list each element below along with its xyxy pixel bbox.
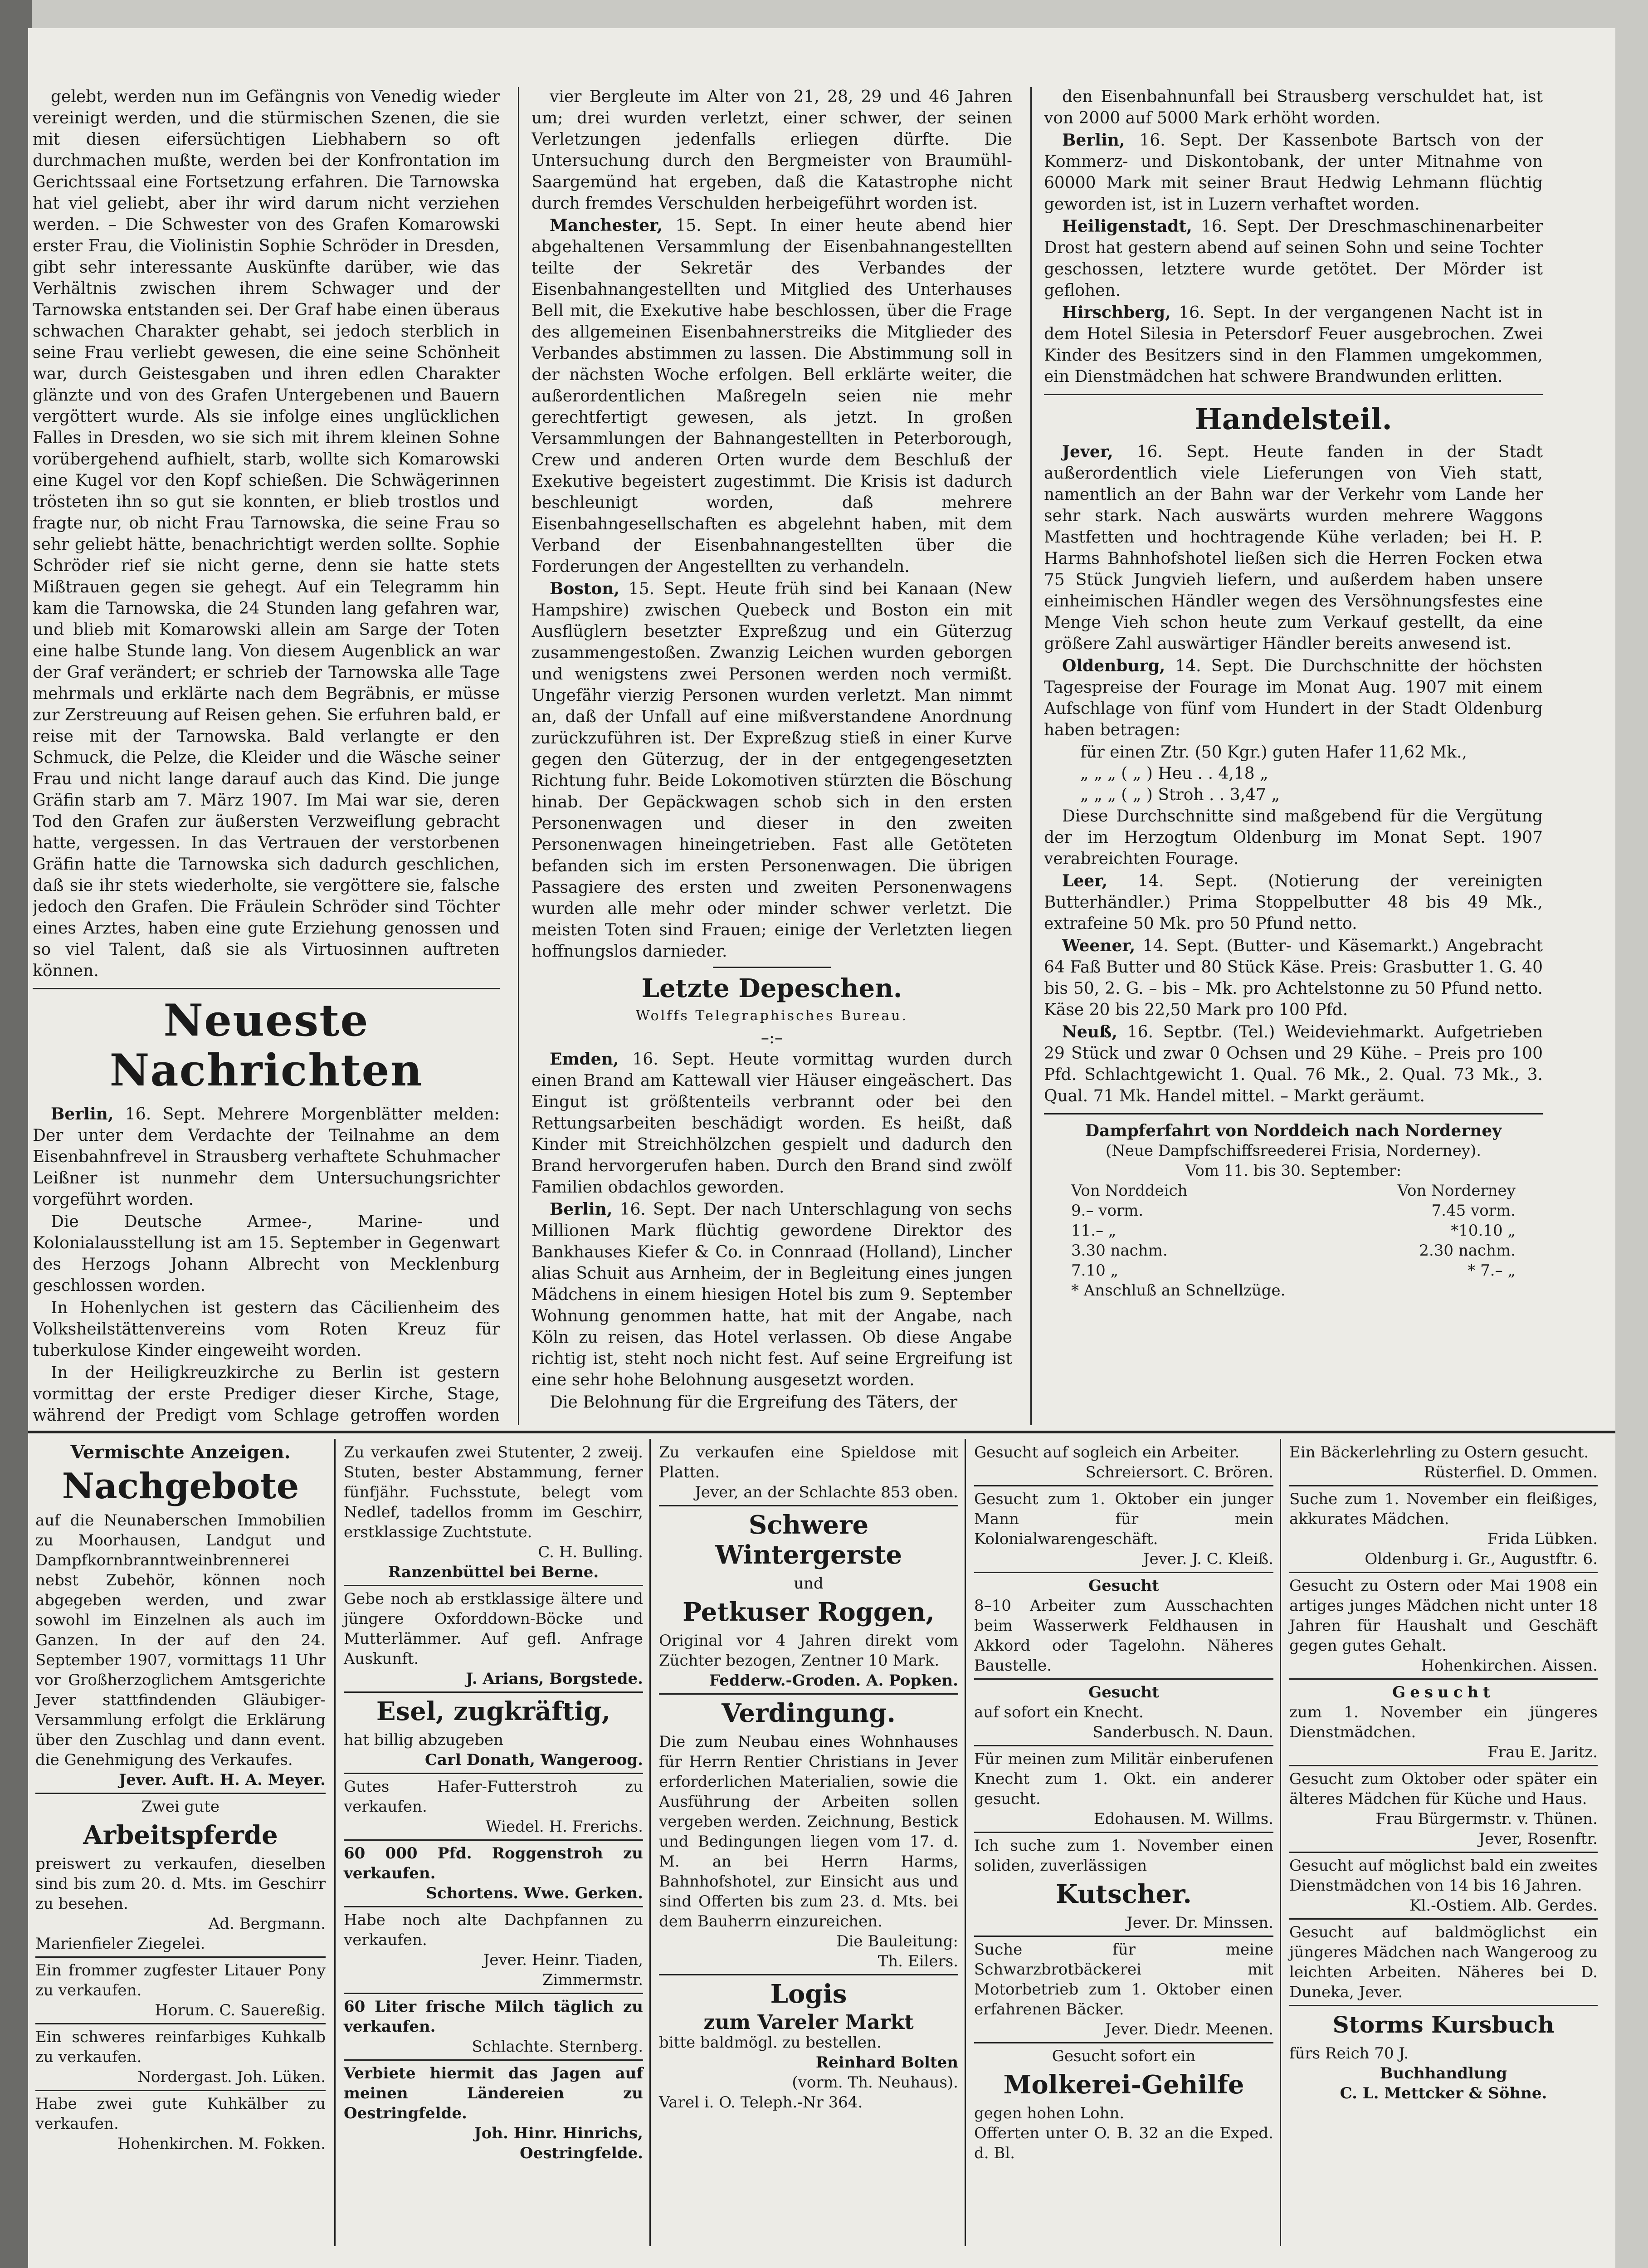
ad-sign: Hohenkirchen. Aissen. xyxy=(1421,1657,1598,1675)
ad-text: Verbiete hiermit das Jagen auf meinen Ländereien zu Oestringfelde. xyxy=(344,2064,643,2122)
ad-text: Habe zwei gute Kuhkälber zu verkaufen. xyxy=(35,2095,326,2133)
ad-text: Ich suche zum 1. November einen soliden, zuverlässigen xyxy=(974,1837,1273,1875)
ad-divider xyxy=(344,1691,643,1693)
news-item xyxy=(33,1297,500,1361)
ads-column-3 xyxy=(656,1439,961,2268)
divider xyxy=(1044,1113,1543,1114)
ferry-time-norderney: 2.30 nachm. xyxy=(1419,1242,1516,1260)
ad-text: zum 1. November ein jüngeres Dienstmädchen. xyxy=(1289,1703,1598,1741)
ad-sign: Die Bauleitung: xyxy=(836,1932,958,1950)
news-text: 16. Sept. Der nach Unterschlagung von sechs Millionen Mark flüchtig gewordene Direktor des Bankhauses Kiefer & Co. in Connraad (Holland), Lincher alias Schuit aus Arnheim, der in Begleitung eines jungen Mädchens in einem hiesigen Hotel bis zum 9. September Wohnung genommen hatte, hat mit der Angabe, nach Köln zu reisen, das Hotel verlassen. Ob diese Angabe richtig ist, steht noch nicht fest. Auf seine Ergreifung ist eine sehr hohe Belohnung ausgesetzt worden. xyxy=(531,1200,1012,1389)
ad-sign: Nordergast. Joh. Lüken. xyxy=(137,2068,326,2086)
news-item xyxy=(33,1211,500,1296)
divider xyxy=(1044,394,1543,395)
ferry-header xyxy=(1044,1181,1543,1201)
ferry-row xyxy=(1044,1221,1543,1241)
ferry-rows xyxy=(1044,1201,1543,1281)
ad-sign: Frau E. Jaritz. xyxy=(1487,1743,1598,1761)
ad-text: Gebe noch ab erstklassige ältere und jüngere Oxforddown-Böcke und Mutterlämmer. Auf gefl. Anfrage Auskunft. xyxy=(344,1590,643,1668)
ad-sign: Oldenburg i. Gr., Augustftr. 6. xyxy=(1365,1550,1598,1568)
ferry-time-norddeich: 3.30 nachm. xyxy=(1071,1242,1168,1260)
divider xyxy=(33,988,500,989)
ferry-row xyxy=(1044,1201,1543,1221)
ad-sign: C. H. Bulling. xyxy=(538,1543,643,1561)
news-place: Emden, xyxy=(550,1050,619,1069)
news-item xyxy=(33,1104,500,1210)
ad-divider xyxy=(659,1505,958,1506)
column-rule xyxy=(1030,87,1032,1425)
ad-divider xyxy=(344,1585,643,1586)
ads-column-4 xyxy=(971,1439,1276,2268)
ad-divider xyxy=(35,1793,326,1794)
news-text: 16. Sept. Heute fanden in der Stadt außerordentlich viele Lieferungen von Vieh statt, namentlich an der Bahn war der Verkehr vom Lande her sehr stark. Nach auswärts wurden mehrere Waggons Mastfetten und hochtragende Kühe verladen; bei H. P. Harms Bahnhofshotel ließen sich die Herren Focken etwa 75 Stück Jungvieh liefern, und außerdem haben unsere einheimischen Händler wegen des Versöhnungsfestes eine Menge Vieh schon heute zum Verkauf gestellt, da eine größere Zahl auswärtiger Händler bereits anwesend ist. xyxy=(1044,443,1543,653)
ad-title-kursbuch: Storms Kursbuch xyxy=(1332,2011,1555,2038)
ad-text: Gesucht zum 1. Oktober ein junger Mann für mein Kolonialwarengeschäft. xyxy=(974,1490,1273,1548)
dispatch-list xyxy=(531,1049,1012,1413)
news-text: Die Deutsche Armee-, Marine- und Kolonialausstellung ist am 15. September in Gegenwart des Herzogs Johann Albrecht von Mecklenburg geschlossen worden. xyxy=(33,1212,500,1295)
news-item xyxy=(1044,216,1543,301)
news-place: Jever, xyxy=(1062,442,1113,461)
ad-title-connector: und xyxy=(794,1574,824,1593)
ad-sign: Schlachte. Sternberg. xyxy=(472,2038,643,2056)
price-line: „ „ „ ( „ ) Heu . . 4,18 „ xyxy=(1080,764,1268,783)
ferry-row xyxy=(1044,1261,1543,1281)
ad-sign: Jever. Heinr. Tiaden, xyxy=(483,1951,643,1969)
ferry-time-norddeich: 11.– „ xyxy=(1071,1222,1117,1240)
ad-title-roggen: Petkuser Roggen, xyxy=(683,1597,935,1627)
ad-heading: Gesucht xyxy=(1088,1577,1159,1595)
ad-subtitle: zum Vareler Markt xyxy=(703,2011,914,2034)
ferry-subtitle: (Neue Dampfschiffsreederei Frisia, Norderney). xyxy=(1105,1142,1482,1160)
news-place: Neuß, xyxy=(1062,1022,1117,1041)
ad-sign: Hohenkirchen. M. Fokken. xyxy=(117,2135,326,2153)
ad-sign: Frau Bürgermstr. v. Thünen. xyxy=(1375,1810,1598,1828)
ad-text: Gesucht auf baldmöglichst ein jüngeres Mädchen nach Wangeroog zu leichten Arbeiten. Näheres bei D. Duneka, Jever. xyxy=(1289,1923,1598,2001)
ad-sign: Wiedel. H. Frerichs. xyxy=(485,1818,643,1836)
ad-sign: Marienfieler Ziegelei. xyxy=(35,1935,205,1953)
news-text: Diese Durchschnitte sind maßgebend für die Vergütung der im Herzogtum Oldenburg im Monat Sept. 1907 verabreichten Fourage. xyxy=(1044,807,1543,868)
ad-sign: Jever. Diedr. Meenen. xyxy=(1105,2020,1273,2038)
trade-list-2 xyxy=(1044,806,1543,1107)
ad-text: fürs Reich 70 J. xyxy=(1289,2044,1409,2063)
ad-sign: J. Arians, Borgstede. xyxy=(466,1670,643,1688)
ad-title-molkerei-gehilfe: Molkerei-Gehilfe xyxy=(1003,2070,1244,2100)
ferry-header-right: Von Norderney xyxy=(1397,1182,1516,1200)
news-text: 16. Sept. Der Dreschmaschinenarbeiter Drost hat gestern abend auf seinen Sohn und seine Tochter geschossen, letztere wurde getötet. Der Mörder ist geflohen. xyxy=(1044,217,1543,300)
column-rule xyxy=(649,1439,651,2246)
article-continuation: den Eisenbahnunfall bei Strausberg verschuldet hat, ist von 2000 auf 5000 Mark erhöht worden. xyxy=(1044,88,1543,127)
ferry-time-norderney: *10.10 „ xyxy=(1451,1222,1516,1240)
news-text: 16. Sept. Der Kassenbote Bartsch von der Kommerz- und Diskontobank, der unter Mitnahme von 60000 Mark mit seiner Braut Hedwig Lehmann flüchtig geworden ist, ist in Luzern verhaftet worden. xyxy=(1044,131,1543,214)
news-item xyxy=(1044,806,1543,870)
ads-column-5 xyxy=(1287,1439,1600,2268)
ad-divider xyxy=(35,2023,326,2024)
ad-divider xyxy=(344,1839,643,1841)
ad-text: 60 000 Pfd. Roggenstroh zu verkaufen. xyxy=(344,1844,643,1882)
ferry-time-norddeich: 9.– vorm. xyxy=(1071,1202,1144,1220)
ad-text: Die zum Neubau eines Wohnhauses für Herrn Rentier Christians in Jever erforderlichen Materialien, sowie die Ausführung der Arbeiten sollen vergeben werden. Zeichnung, Bestick und Bedingungen liegen vom 17. d. M. an bei Herrn Harms, Bahnhofshotel, zur Einsicht aus und sind Offerten bis zum 23. d. Mts. bei dem Bauherrn einzureichen. xyxy=(659,1733,958,1931)
news-place: Heiligenstadt, xyxy=(1062,217,1192,236)
ad-divider xyxy=(35,2090,326,2091)
news-item xyxy=(531,215,1012,577)
ad-title-arbeitspferde: Arbeitspferde xyxy=(83,1820,278,1850)
ad-text: Ein Bäckerlehrling zu Ostern gesucht. xyxy=(1289,1443,1589,1461)
ad-text: Gesucht zu Ostern oder Mai 1908 ein artiges junges Mädchen nicht unter 18 Jahren für Haushalt und Geschäft gegen gutes Gehalt. xyxy=(1289,1577,1598,1655)
ad-sign: Joh. Hinr. Hinrichs, xyxy=(474,2124,643,2142)
news-text: 14. Sept. (Notierung der vereinigten Butterhändler.) Prima Stoppelbutter 48 bis 49 Mk., extrafeine 50 Mk. pro 50 Pfund netto. xyxy=(1044,872,1543,933)
separator: –:– xyxy=(761,1029,783,1047)
news-item xyxy=(531,1199,1012,1391)
ad-text: Ein frommer zugfester Litauer Pony zu verkaufen. xyxy=(35,1961,326,1999)
newspaper-page xyxy=(28,28,1615,2268)
ad-sign: Jever, an der Schlachte 853 oben. xyxy=(695,1483,958,1501)
news-item xyxy=(1044,441,1543,655)
ad-sign: Jever. Dr. Minssen. xyxy=(1126,1914,1273,1932)
news-place: Manchester, xyxy=(550,216,663,235)
price-list xyxy=(1044,742,1543,806)
ad-sign: Edohausen. M. Willms. xyxy=(1093,1810,1273,1828)
news-list xyxy=(531,215,1012,962)
ad-sign: Jever. J. C. Kleiß. xyxy=(1143,1550,1273,1568)
news-place: Weener, xyxy=(1062,936,1136,955)
adjacent-page-edge xyxy=(0,0,32,2268)
section-title-handelsteil: Handelsteil. xyxy=(1195,402,1392,436)
ad-sign: Ad. Bergmann. xyxy=(208,1915,326,1933)
ad-sign: Frida Lübken. xyxy=(1487,1530,1598,1548)
ad-sign: Zimmermstr. xyxy=(542,1971,643,1989)
ad-divider xyxy=(344,2059,643,2061)
news-text: 14. Sept. (Butter- und Käsemarkt.) Angebracht 64 Faß Butter und 80 Stück Käse. Preis: Grasbutter 1. G. 40 bis 50, 2. G. – bis – Mk. pro Achtelstonne zu 50 Pfund netto. Käse 20 bis 22,50 Mark pro 100 Pfd. xyxy=(1044,937,1543,1019)
ad-divider xyxy=(974,1832,1273,1833)
column-rule xyxy=(334,1439,336,2246)
news-text: 16. Sept. Mehrere Morgenblätter melden: Der unter dem Verdachte der Teilnahme an dem Eisenbahnfrevel in Strausberg verhaftete Schuhmacher Leißner ist nunmehr dem Untersuchungsrichter vorgeführt worden. xyxy=(33,1105,500,1209)
ad-divider xyxy=(1289,1765,1598,1766)
column-2 xyxy=(531,86,1012,1424)
ad-divider xyxy=(1289,2005,1598,2006)
ad-sign: Kl.-Ostiem. Alb. Gerdes. xyxy=(1409,1897,1598,1915)
ad-divider xyxy=(659,1974,958,1975)
news-text: 16. Septbr. (Tel.) Weideviehmarkt. Aufgetrieben 29 Stück und zwar 0 Ochsen und 29 Kühe. – Preis pro 100 Pfd. Schlachtgewicht 1. Qual. 76 Mk., 2. Qual. 73 Mk., 3. Qual. 71 Mk. Handel mittel. – Markt geräumt. xyxy=(1044,1023,1543,1105)
news-place: Hirschberg, xyxy=(1062,303,1171,322)
ferry-time-norderney: * 7.– „ xyxy=(1468,1261,1516,1280)
ad-divider xyxy=(974,1745,1273,1746)
column-rule xyxy=(518,87,519,1425)
article-continuation: vier Bergleute im Alter von 21, 28, 29 und 46 Jahren um; drei wurden verletzt, einer schwer, der seinen Verletzungen jedenfalls erliegen dürfte. Die Untersuchung durch den Bergmeister von Braumühl-Saargemünd hat ergeben, daß die Katastrophe nicht durch fremdes Verschulden herbeigeführt worden ist. xyxy=(531,88,1012,213)
column-3 xyxy=(1044,86,1543,1424)
column-1 xyxy=(33,86,500,1424)
ad-sign: Th. Eilers. xyxy=(878,1952,958,1970)
ad-sign: (vorm. Th. Neuhaus). xyxy=(792,2073,958,2092)
ad-title-kutscher: Kutscher. xyxy=(1056,1879,1192,1909)
news-item xyxy=(531,578,1012,962)
ad-text: 60 Liter frische Milch täglich zu verkaufen. xyxy=(344,1998,643,2036)
ad-text: Gesucht zum Oktober oder später ein älteres Mädchen für Küche und Haus. xyxy=(1289,1770,1598,1808)
news-place: Oldenburg, xyxy=(1062,656,1165,675)
ad-sign: Sanderbusch. N. Daun. xyxy=(1092,1723,1273,1741)
ferry-schedule xyxy=(1044,1121,1543,1300)
ad-text: preiswert zu verkaufen, dieselben sind bis zum 20. d. Mts. im Geschirr zu besehen. xyxy=(35,1855,326,1913)
ad-sign: Jever. Auft. H. A. Meyer. xyxy=(119,1771,326,1789)
news-place: Boston, xyxy=(550,579,620,598)
ad-text: auf sofort ein Knecht. xyxy=(974,1703,1144,1721)
section-title-neueste-nachrichten: Neueste Nachrichten xyxy=(109,995,423,1096)
ferry-title: Dampferfahrt von Norddeich nach Norderney xyxy=(1085,1121,1502,1140)
ads-separator xyxy=(28,1431,1615,1433)
ad-title-logis: Logis xyxy=(770,1979,847,2009)
ad-sign: Reinhard Bolten xyxy=(815,2053,958,2072)
ad-sign: Offerten unter O. B. 32 an die Exped. d. Bl. xyxy=(974,2124,1273,2162)
column-rule xyxy=(1280,1439,1281,2246)
news-item xyxy=(531,1392,1012,1413)
price-line: für einen Ztr. (50 Kgr.) guten Hafer 11,62 Mk., xyxy=(1080,743,1467,762)
ad-text: Gutes Hafer-Futterstroh zu verkaufen. xyxy=(344,1778,643,1816)
section-subtitle: Wolffs Telegraphisches Bureau. xyxy=(635,1008,908,1024)
ad-title-verdingung: Verdingung. xyxy=(722,1698,896,1728)
ad-heading: Gesucht xyxy=(1392,1683,1495,1701)
ad-divider xyxy=(974,1678,1273,1680)
ads-column-2 xyxy=(341,1439,646,2268)
ad-title-wintergerste: Schwere Wintergerste xyxy=(715,1510,902,1570)
column-rule xyxy=(965,1439,966,2246)
ad-text: Original vor 4 Jahren direkt vom Züchter bezogen, Zentner 10 Mark. xyxy=(659,1632,958,1670)
ad-title-nachgebote: Nachgebote xyxy=(62,1466,299,1507)
ad-divider xyxy=(974,1572,1273,1573)
news-text: In der Heiligkreuzkirche zu Berlin ist gestern vormittag der erste Prediger dieser Kirche, Stage, während der Predigt vom Schlage getroffen worden xyxy=(33,1364,500,1424)
ad-sign: Schreiersort. C. Brören. xyxy=(1085,1463,1273,1481)
ad-text: Zu verkaufen zwei Stutenter, 2 zweij. Stuten, bester Abstammung, ferner fünfjähr. Fuchsstute, belegt vom Nedlef, tadellos fromm im Geschirr, erstklassige Zuchtstute. xyxy=(344,1443,643,1541)
news-place: Berlin, xyxy=(51,1105,114,1124)
ad-sign: Varel i. O. Teleph.-Nr 364. xyxy=(659,2093,863,2112)
ad-text: Suche zum 1. November ein fleißiges, akkurates Mädchen. xyxy=(1289,1490,1598,1528)
ad-text: auf die Neunaberschen Immobilien zu Moorhausen, Landgut und Dampfkornbranntweinbrennerei nebst Zubehör, können noch abgegeben werden, und zwar sowohl im Einzelnen als auch im Ganzen. In der auf den 24. September 1907, vormittags 11 Uhr vor Großherzoglichem Amtsgerichte Jever stattfindenden Gläubiger-Versammlung erfolgt die Erklärung über den Zuschlag und dann event. die Genehmigung des Verkaufes. xyxy=(35,1511,326,1769)
ferry-time-norddeich: 7.10 „ xyxy=(1071,1261,1119,1280)
ad-divider xyxy=(1289,1918,1598,1920)
ad-pretitle: Zwei gute xyxy=(141,1798,219,1816)
section-title-letzte-depeschen: Letzte Depeschen. xyxy=(641,973,902,1003)
ad-divider xyxy=(974,2042,1273,2043)
news-text: 16. Sept. Heute vormittag wurden durch einen Brand am Kattewall vier Häuser eingeäschert. Das Eingut ist größtenteils verbrannt oder bei den Rettungsarbeiten beschädigt worden. Es heißt, daß Kinder mit Streichhölzchen gespielt und dadurch den Brand hervorgerufen haben. Durch den Brand sind zwölf Familien obdachlos geworden. xyxy=(531,1050,1012,1197)
article-continuation: gelebt, werden nun im Gefängnis von Venedig wieder vereinigt werden, und die stürmischen Szenen, die sie mit diesen eifersüchtigen Liebhabern so oft durchmachen mußte, werden bei der Konfrontation im Gerichtssaal eine Fortsetzung erfahren. Die Tarnowska hat viel geliebt, aber ihr wird darum nicht verziehen werden. – Die Schwester von des Grafen Komarowski erster Frau, die Violinistin Sophie Schröder in Dresden, gibt sehr interessante Auskünfte darüber, wie das Verhältnis zwischen ihrem Schwager und der Tarnowska entstanden sei. Der Graf habe einen überaus schwachen Charakter gehabt, sei jedoch sterblich in seine Frau verliebt gewesen, die eine seine Schönheit war, durch Geistesgaben und ihren edlen Charakter glänzte und von des Grafen Untergebenen und Bauern vergöttert wurde. Als sie infolge eines unglücklichen Falles in Dresden, wo sie sich mit ihrem kleinen Sohne vorübergehend aufhielt, starb, wollte sich Komarowski eine Kugel vor den Kopf schießen. Die Schwägerinnen trösteten ihn so gut sie konnten, er blieb trostlos und fragte nur, ob nicht Frau Tarnowska, die seine Frau so sehr geliebt hätte, benachrichtigt werden sollte. Sophie Schröder rief sie nicht gerne, denn sie hatte stets Mißtrauen gegen sie gehegt. Auf ein Telegramm hin kam die Tarnowska, die 24 Stunden lang gefahren war, und blieb mit Komarowski allein am Sarge der Toten eine halbe Stunde lang. Von diesem Augenblick an war der Graf verändert; er schrieb der Tarnowska alle Tage mehrmals und erklärte nach dem Begräbnis, er müsse zur Zerstreuung auf Reisen gehen. Sie erfuhren bald, er reise mit der Tarnowska. Bald verlangte er den Schmuck, die Pelze, die Kleider und die Wäsche seiner Frau und nicht lange darauf auch das Kind. Die junge Gräfin starb am 7. März 1907. Im Mai war sie, deren Tod den Grafen zur äußersten Verzweiflung gebracht hatte, vergessen. In das Vertrauen der verstorbenen Gräfin hatte die Tarnowska sich dadurch geschlichen, daß sie ihr stets wiederholte, sie vergöttere sie, falsche jedoch den Grafen. Die Fräulein Schröder sind Töchter eines Arztes, haben eine gute Erziehung genossen und so viel Talent, daß sie als Virtuosinnen auftreten können. xyxy=(33,88,500,980)
price-line: „ „ „ ( „ ) Stroh . . 3,47 „ xyxy=(1080,786,1280,804)
news-item xyxy=(1044,302,1543,387)
ferry-header-left: Von Norddeich xyxy=(1071,1182,1188,1200)
ad-text: 8–10 Arbeiter zum Ausschachten beim Wasserwerk Feldhausen in Akkord oder Tagelohn. Näheres Baustelle. xyxy=(974,1597,1273,1675)
ad-sign: C. L. Mettcker & Söhne. xyxy=(1340,2084,1547,2102)
news-place: Berlin, xyxy=(1062,131,1125,150)
ad-text: Ein schweres reinfarbiges Kuhkalb zu verkaufen. xyxy=(35,2028,326,2066)
ad-divider xyxy=(974,1485,1273,1486)
ad-divider xyxy=(35,1956,326,1958)
ad-divider xyxy=(974,1936,1273,1937)
ad-heading: Gesucht xyxy=(1088,1683,1159,1701)
ad-text: gegen hohen Lohn. xyxy=(974,2104,1125,2122)
news-item xyxy=(1044,935,1543,1021)
ad-sign: Rüsterfiel. D. Ommen. xyxy=(1424,1463,1598,1481)
news-item xyxy=(1044,655,1543,741)
news-text: 15. Sept. In einer heute abend hier abgehaltenen Versammlung der Eisenbahnangestellten teilte der Sekretär des Verbandes der Eisenbahnangestellten und Mitglied des Unterhauses Bell mit, die Exekutive habe beschlossen, über die Frage des allgemeinen Eisenbahnerstreiks die Mitglieder des Verbandes abstimmen zu lassen. Die Abstimmung soll in der nächsten Woche erfolgen. Bell erklärte weiter, die außerordentlichen Maßregeln seien nie mehr gerechtfertigt gewesen, als jetzt. In großen Versammlungen der Bahnangestellten in Peterborough, Crew und anderen Orten wurde dem Beschluß der Exekutive begeistert zugestimmt. Die Krisis ist dadurch beschleunigt worden, daß mehrere Eisenbahngesellschaften es abgelehnt haben, mit dem Verband der Eisenbahnangestellten über die Forderungen der Angestellten zu verhandeln. xyxy=(531,216,1012,576)
ad-divider xyxy=(1289,1572,1598,1573)
ad-text: hat billig abzugeben xyxy=(344,1731,503,1749)
ad-sign: Ranzenbüttel bei Berne. xyxy=(388,1563,599,1581)
ad-divider xyxy=(1289,1485,1598,1486)
divider xyxy=(713,967,831,968)
ad-text: Suche für meine Schwarzbrotbäckerei mit Motorbetrieb zum 1. Oktober einen erfahrenen Bäcker. xyxy=(974,1941,1273,2019)
ad-text: Gesucht auf möglichst bald ein zweites Dienstmädchen von 14 bis 16 Jahren. xyxy=(1289,1857,1598,1895)
news-place: Berlin, xyxy=(550,1200,613,1219)
ads-column-1 xyxy=(33,1439,328,2268)
ad-sign: Horum. C. Sauereßig. xyxy=(155,2001,326,2019)
trade-list xyxy=(1044,441,1543,741)
ad-sign: Oestringfelde. xyxy=(520,2144,643,2162)
ferry-period: Vom 11. bis 30. September: xyxy=(1185,1162,1402,1180)
news-item xyxy=(1044,870,1543,934)
news-text: 14. Sept. Die Durchschnitte der höchsten Tagespreise der Fourage im Monat Aug. 1907 mit einem Aufschlage von fünf vom Hundert in der Stadt Oldenburg haben betragen: xyxy=(1044,657,1543,739)
ad-text: Gesucht sofort ein xyxy=(1052,2047,1196,2065)
ad-text: bitte baldmögl. zu bestellen. xyxy=(659,2033,882,2052)
news-text: 16. Sept. In der vergangenen Nacht ist in dem Hotel Silesia in Petersdorf Feuer ausgebrochen. Zwei Kinder des Besitzers sind in den Flammen umgekommen, ein Dienstmädchen hat schwere Brandwunden erlitten. xyxy=(1044,303,1543,386)
news-list xyxy=(1044,130,1543,387)
ad-divider xyxy=(344,1993,643,1994)
ad-text: Habe noch alte Dachpfannen zu verkaufen. xyxy=(344,1911,643,1949)
news-item xyxy=(1044,1022,1543,1107)
ad-text: Zu verkaufen eine Spieldose mit Platten. xyxy=(659,1443,958,1481)
ad-divider xyxy=(344,1906,643,1907)
news-text: Die Belohnung für die Ergreifung des Täters, der xyxy=(550,1393,958,1412)
ad-sign: Jever, Rosenftr. xyxy=(1478,1830,1598,1848)
news-place: Leer, xyxy=(1062,871,1108,890)
news-item xyxy=(33,1362,500,1424)
ad-text: Für meinen zum Militär einberufenen Knecht zum 1. Okt. ein anderer gesucht. xyxy=(974,1750,1273,1808)
ad-divider xyxy=(1289,1678,1598,1680)
ad-divider xyxy=(344,1773,643,1774)
ad-text: Gesucht auf sogleich ein Arbeiter. xyxy=(974,1443,1240,1461)
news-text: 15. Sept. Heute früh sind bei Kanaan (New Hampshire) zwischen Quebeck und Boston ein mit Ausflüglern besetzter Expreßzug und ein Güterzug zusammengestoßen. Zwanzig Leichen wurden geborgen und wenigstens zwei Personen werden noch vermißt. Ungefähr vierzig Personen wurden verletzt. Man nimmt an, daß der Unfall auf eine mißverstandene Anordnung zurückzuführen ist. Der Expreßzug stieß in einer Kurve gegen den Güterzug, der in der entgegengesetzten Richtung fuhr. Beide Lokomotiven stürzten die Böschung hinab. Der Gepäckwagen schob sich in den ersten Personenwagen und dieser in den zweiten Personenwagen hineingetrieben. Fast alle Getöteten befanden sich im ersten Personenwagen. Die übrigen Passagiere des ersten und zweiten Personenwagens wurden alle mehr oder minder schwer verletzt. Die meisten Toten sind Frauen; einige der Verletzten liegen hoffnungslos darnieder. xyxy=(531,580,1012,961)
ad-divider xyxy=(659,1693,958,1695)
ad-title-esel: Esel, zugkräftig, xyxy=(376,1696,611,1726)
ferry-row xyxy=(1044,1241,1543,1261)
ad-sign: Buchhandlung xyxy=(1380,2064,1507,2082)
ferry-time-norderney: 7.45 vorm. xyxy=(1431,1202,1516,1220)
ad-sign: Schortens. Wwe. Gerken. xyxy=(426,1884,643,1902)
ads-label: Vermischte Anzeigen. xyxy=(70,1442,291,1463)
ad-sign: Carl Donath, Wangeroog. xyxy=(424,1751,643,1769)
ad-divider xyxy=(1289,1852,1598,1853)
news-item xyxy=(531,1049,1012,1198)
ferry-note: * Anschluß an Schnellzüge. xyxy=(1071,1281,1286,1300)
news-text: In Hohenlychen ist gestern das Cäcilienheim des Volksheilstättenvereins vom Roten Kreuz für tuberkulose Kinder eingeweiht worden. xyxy=(33,1299,500,1360)
ad-sign: Fedderw.-Groden. A. Popken. xyxy=(709,1672,958,1690)
news-item xyxy=(1044,130,1543,215)
news-list xyxy=(33,1104,500,1424)
